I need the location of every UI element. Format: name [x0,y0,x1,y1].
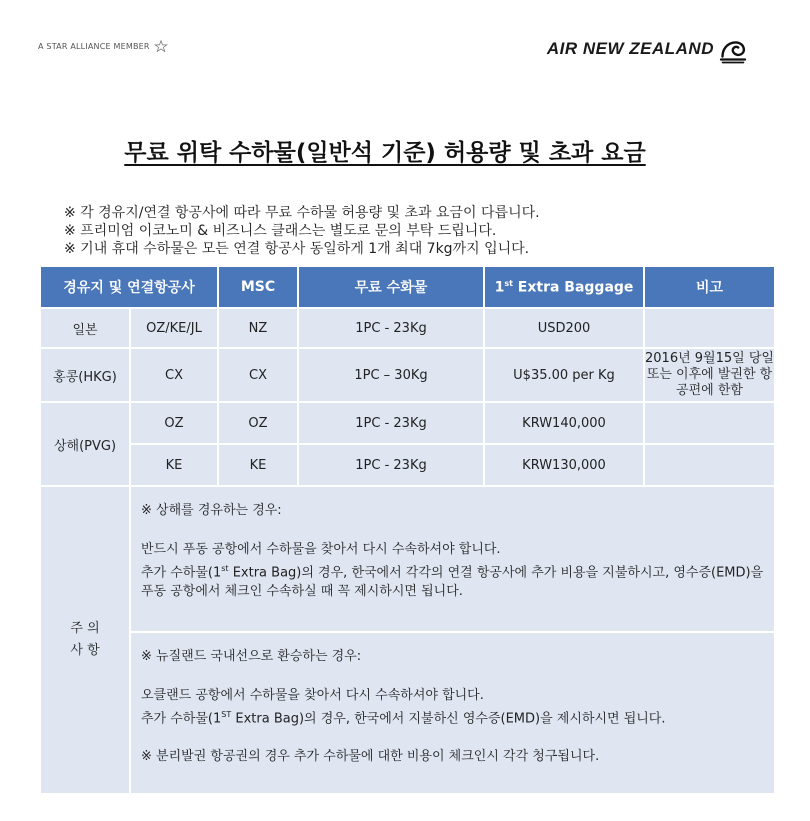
note-item: ※ 프리미엄 이코노미 & 비즈니스 클래스는 별도로 문의 부탁 드립니다. [64,223,497,239]
caution-row [40,486,775,632]
cell-free: 1PC - 23Kg [298,444,484,486]
note-item: ※ 기내 휴대 수하물은 모든 연결 항공사 동일하게 1개 최대 7kg까지 입니다. [64,241,530,257]
caution-text: 오클랜드 공항에서 수하물을 찾아서 다시 수속하셔야 합니다. [141,688,484,703]
cell-destination: 상해(PVG) [40,402,130,486]
header-remark: 비고 [644,266,775,308]
cell-free: 1PC - 23Kg [298,308,484,348]
baggage-table [39,265,776,795]
star-alliance-badge [38,40,168,52]
header-extra-baggage: 1st Extra Baggage [484,266,644,308]
cell-remark [644,402,775,444]
caution-text: 추가 수하물(1ST Extra Bag)의 경우, 한국에서 지불하신 영수증(EMD)을 제시하시면 됩니다. [141,710,666,727]
caution-text: 추가 수하물(1st Extra Bag)의 경우, 한국에서 각각의 연결 항공사에 추가 비용을 지불하시고, 영수증(EMD)을 푸동 공항에서 체크인 수속하실 때 꼭 제시하시면 됩니다. [141,564,764,600]
cell-free: 1PC - 23Kg [298,402,484,444]
caution-row [40,632,775,794]
cell-free: 1PC – 30Kg [298,348,484,402]
page-title: 무료 위탁 수하물(일반석 기준) 허용량 및 초과 요금 [124,140,646,166]
cell-destination: 일본 [40,308,130,348]
cell-extra: U$35.00 per Kg [484,348,644,402]
cell-carrier: KE [130,444,218,486]
caution-text: ※ 분리발권 항공권의 경우 추가 수하물에 대한 비용이 체크인시 각각 청구됩니다. [141,749,600,765]
alliance-text: A STAR ALLIANCE MEMBER [38,41,150,51]
cell-extra: KRW140,000 [484,402,644,444]
cell-extra: KRW130,000 [484,444,644,486]
table-row [40,348,775,402]
star-alliance-icon [154,40,168,52]
caution-text: 반드시 푸동 공항에서 수하물을 찾아서 다시 수속하셔야 합니다. [141,542,501,557]
cell-destination: 홍콩(HKG) [40,348,130,402]
table-header-row [40,266,775,308]
cell-carrier: OZ/KE/JL [130,308,218,348]
brand-name: AIR NEW ZEALAND [546,39,714,58]
cell-msc: OZ [218,402,298,444]
cell-msc: KE [218,444,298,486]
caution-heading: ※ 뉴질랜드 국내선으로 환승하는 경우: [141,649,362,664]
table-row [40,444,775,486]
caution-heading: ※ 상해를 경유하는 경우: [141,503,282,518]
koru-icon [718,34,748,64]
cautions-label: 주 의 사 항 [40,486,130,794]
cell-remark [644,444,775,486]
cell-carrier: CX [130,348,218,402]
header-msc: MSC [218,266,298,308]
notes-list [64,204,540,258]
note-item: ※ 각 경유지/연결 항공사에 따라 무료 수하물 허용량 및 초과 요금이 다릅니다. [64,205,540,221]
header-route: 경유지 및 연결항공사 [40,266,218,308]
cell-remark: 2016년 9월15일 당일 또는 이후에 발권한 항공편에 한함 [644,348,775,402]
table-row [40,402,775,444]
header-free-baggage: 무료 수화물 [298,266,484,308]
caution-nz [130,632,775,794]
cell-msc: CX [218,348,298,402]
brand-logo [547,34,748,64]
cell-carrier: OZ [130,402,218,444]
caution-shanghai [130,486,775,632]
table-row [40,308,775,348]
cell-msc: NZ [218,308,298,348]
cell-remark [644,308,775,348]
cell-extra: USD200 [484,308,644,348]
